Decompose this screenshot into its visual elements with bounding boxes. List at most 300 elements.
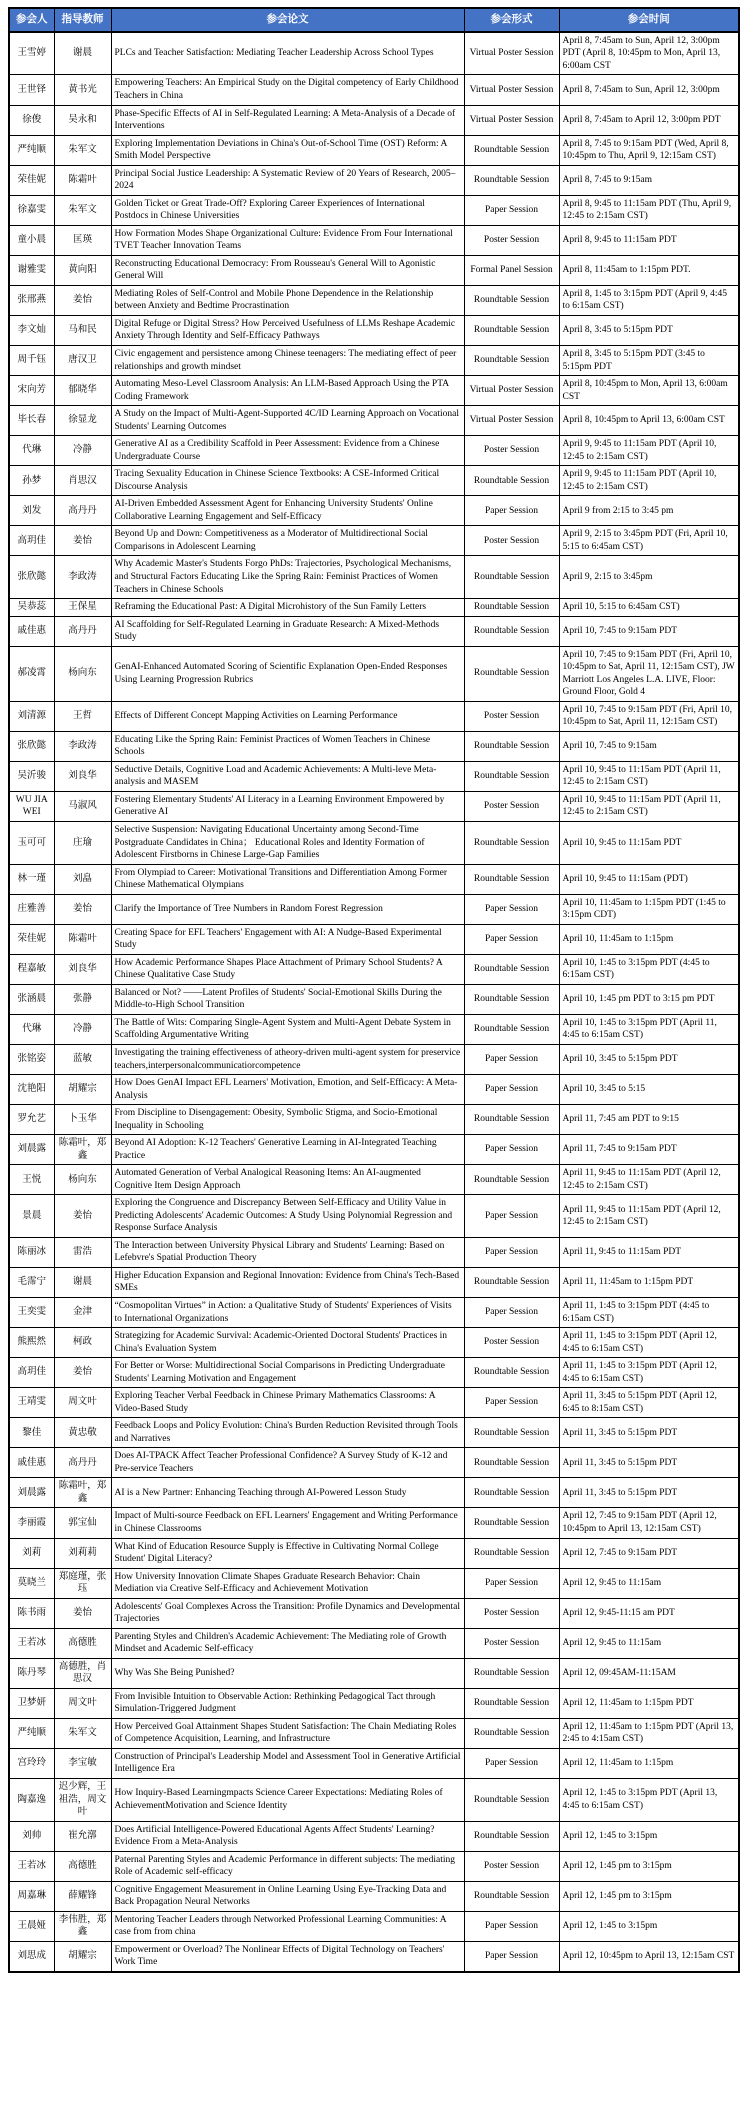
format-cell: Roundtable Session xyxy=(464,822,559,865)
format-cell: Poster Session xyxy=(464,1851,559,1881)
format-cell: Paper Session xyxy=(464,1388,559,1418)
paper-cell: Effects of Different Concept Mapping Activities on Learning Performance xyxy=(111,701,464,731)
time-cell: April 8, 7:45am to Sun, April 12, 3:00pm PDT (April 8, 10:45pm to Mon, April 13, 6:00am CST xyxy=(559,32,739,75)
table-row xyxy=(9,616,739,646)
format-cell: Roundtable Session xyxy=(464,646,559,701)
advisor-cell: 李伟胜，郑鑫 xyxy=(54,1911,111,1941)
time-cell: April 12, 1:45 pm to 3:15pm xyxy=(559,1881,739,1911)
attendee-cell: 王奕雯 xyxy=(9,1298,54,1328)
time-cell: April 12, 09:45AM-11:15AM xyxy=(559,1658,739,1688)
attendee-cell: 童小晨 xyxy=(9,225,54,255)
paper-cell: How Inquiry-Based Learningmpacts Science Career Expectations: Mediating Roles of AchievementMotivation and Science Identity xyxy=(111,1779,464,1822)
format-cell: Roundtable Session xyxy=(464,761,559,791)
attendee-cell: 王雪婷 xyxy=(9,32,54,75)
format-cell: Poster Session xyxy=(464,1628,559,1658)
attendee-cell: 黎佳 xyxy=(9,1418,54,1448)
paper-cell: How Academic Performance Shapes Place Attachment of Primary School Students? A Chinese Qualitative Case Study xyxy=(111,954,464,984)
paper-cell: What Kind of Education Resource Supply is Effective in Cultivating Normal College Student' Digital Literacy? xyxy=(111,1538,464,1568)
paper-cell: AI Scaffolding for Self-Regulated Learning in Graduate Research: A Mixed-Methods Study xyxy=(111,616,464,646)
time-cell: April 9, 2:15 to 3:45pm PDT (Fri, April 10, 5:15 to 6:45am CST) xyxy=(559,526,739,556)
advisor-cell: 谢晨 xyxy=(54,1267,111,1297)
paper-cell: Empowering Teachers: An Empirical Study on the Digital competency of Early Childhood Teachers in China xyxy=(111,75,464,105)
format-cell: Roundtable Session xyxy=(464,731,559,761)
table-row xyxy=(9,255,739,285)
table-row xyxy=(9,1628,739,1658)
attendee-cell: 陈书雨 xyxy=(9,1598,54,1628)
table-row xyxy=(9,406,739,436)
table-row xyxy=(9,1418,739,1448)
time-cell: April 10, 1:45 pm PDT to 3:15 pm PDT xyxy=(559,984,739,1014)
table-row xyxy=(9,599,739,617)
attendee-cell: 谢雅雯 xyxy=(9,255,54,285)
paper-cell: Why Was She Being Punished? xyxy=(111,1658,464,1688)
format-cell: Paper Session xyxy=(464,1075,559,1105)
advisor-cell: 蓝敏 xyxy=(54,1044,111,1074)
time-cell: April 11, 3:45 to 5:15pm PDT xyxy=(559,1418,739,1448)
time-cell: April 11, 7:45 am PDT to 9:15 xyxy=(559,1105,739,1135)
time-cell: April 11, 3:45 to 5:15pm PDT xyxy=(559,1478,739,1508)
table-row xyxy=(9,1328,739,1358)
attendee-cell: 陈丽冰 xyxy=(9,1237,54,1267)
attendee-cell: 熊熙然 xyxy=(9,1328,54,1358)
paper-cell: Automated Generation of Verbal Analogical Reasoning Items: An AI-augmented Cognitive Item Design Approach xyxy=(111,1165,464,1195)
advisor-cell: 高丹丹 xyxy=(54,616,111,646)
time-cell: April 11, 3:45 to 5:15pm PDT (April 12, 6:45 to 8:15am CST) xyxy=(559,1388,739,1418)
paper-cell: How Formation Modes Shape Organizational Culture: Evidence From Four International TVET Teacher Innovation Teams xyxy=(111,225,464,255)
table-row xyxy=(9,1658,739,1688)
paper-cell: Does AI-TPACK Affect Teacher Professional Confidence? A Survey Study of K-12 and Pre-service Teachers xyxy=(111,1448,464,1478)
table-row xyxy=(9,32,739,75)
format-cell: Roundtable Session xyxy=(464,556,559,599)
time-cell: April 8, 11:45am to 1:15pm PDT. xyxy=(559,255,739,285)
time-cell: April 10, 5:15 to 6:45am CST) xyxy=(559,599,739,617)
time-cell: April 11, 9:45 to 11:15am PDT (April 12, 12:45 to 2:15am CST) xyxy=(559,1165,739,1195)
time-cell: April 11, 9:45 to 11:15am PDT (April 12, 12:45 to 2:15am CST) xyxy=(559,1195,739,1238)
attendee-cell: 刘晨露 xyxy=(9,1135,54,1165)
format-cell: Roundtable Session xyxy=(464,1821,559,1851)
time-cell: April 9, 9:45 to 11:15am PDT (April 10, 12:45 to 2:15am CST) xyxy=(559,466,739,496)
column-header-advisor: 指导教师 xyxy=(54,8,111,32)
paper-cell: Does Artificial Intelligence-Powered Educational Agents Affect Students' Learning? Evidence From a Meta-Analysis xyxy=(111,1821,464,1851)
paper-cell: A Study on the Impact of Multi-Agent-Supported 4C/ID Learning Approach on Vocational Students' Learning Outcomes xyxy=(111,406,464,436)
table-row xyxy=(9,1598,739,1628)
paper-cell: GenAI-Enhanced Automated Scoring of Scientific Explanation Open-Ended Responses Using Learning Progression Rubrics xyxy=(111,646,464,701)
attendee-cell: 王晨娅 xyxy=(9,1911,54,1941)
time-cell: April 11, 1:45 to 3:15pm PDT (4:45 to 6:15am CST) xyxy=(559,1298,739,1328)
time-cell: April 11, 1:45 to 3:15pm PDT (April 12, 4:45 to 6:15am CST) xyxy=(559,1328,739,1358)
attendee-cell: 卫梦妍 xyxy=(9,1688,54,1718)
advisor-cell: 姜怡 xyxy=(54,1195,111,1238)
table-row xyxy=(9,954,739,984)
attendee-cell: 荣佳妮 xyxy=(9,924,54,954)
session-table-body xyxy=(9,32,739,1972)
format-cell: Paper Session xyxy=(464,894,559,924)
advisor-cell: 匡瑛 xyxy=(54,225,111,255)
format-cell: Roundtable Session xyxy=(464,1418,559,1448)
advisor-cell: 卜玉华 xyxy=(54,1105,111,1135)
time-cell: April 8, 1:45 to 3:15pm PDT (April 9, 4:45 to 6:15am CST) xyxy=(559,285,739,315)
table-row xyxy=(9,701,739,731)
advisor-cell: 陈霜叶，郑鑫 xyxy=(54,1135,111,1165)
attendee-cell: 王若冰 xyxy=(9,1851,54,1881)
conference-schedule-table xyxy=(8,7,740,1973)
table-row xyxy=(9,1851,739,1881)
table-row xyxy=(9,1881,739,1911)
table-row xyxy=(9,436,739,466)
attendee-cell: 严纯顺 xyxy=(9,135,54,165)
format-cell: Poster Session xyxy=(464,225,559,255)
table-row xyxy=(9,285,739,315)
time-cell: April 11, 1:45 to 3:15pm PDT (April 12, 4:45 to 6:15am CST) xyxy=(559,1358,739,1388)
paper-cell: Paternal Parenting Styles and Academic Performance in different subjects: The mediating Role of Academic self-efficacy xyxy=(111,1851,464,1881)
advisor-cell: 刘皛 xyxy=(54,864,111,894)
advisor-cell: 柯政 xyxy=(54,1328,111,1358)
paper-cell: Educating Like the Spring Rain: Feminist Practices of Women Teachers in Chinese Schools xyxy=(111,731,464,761)
format-cell: Roundtable Session xyxy=(464,954,559,984)
table-row xyxy=(9,1044,739,1074)
format-cell: Paper Session xyxy=(464,1195,559,1238)
attendee-cell: 张铭姿 xyxy=(9,1044,54,1074)
format-cell: Paper Session xyxy=(464,1941,559,1972)
attendee-cell: 张欣懿 xyxy=(9,556,54,599)
advisor-cell: 朱军文 xyxy=(54,195,111,225)
paper-cell: Clarify the Importance of Tree Numbers in Random Forest Regression xyxy=(111,894,464,924)
attendee-cell: 沈艳阳 xyxy=(9,1075,54,1105)
format-cell: Roundtable Session xyxy=(464,1448,559,1478)
advisor-cell: 姜怡 xyxy=(54,894,111,924)
attendee-cell: WU JIA WEI xyxy=(9,791,54,821)
paper-cell: From Olympiad to Career: Motivational Transitions and Differentiation Among Former Chinese Mathematical Olympians xyxy=(111,864,464,894)
time-cell: April 12, 1:45 to 3:15pm PDT (April 13, 4:45 to 6:15am CST) xyxy=(559,1779,739,1822)
time-cell: April 8, 3:45 to 5:15pm PDT xyxy=(559,315,739,345)
advisor-cell: 王哲 xyxy=(54,701,111,731)
paper-cell: Feedback Loops and Policy Evolution: China's Burden Reduction Revisited through Tools and Narratives xyxy=(111,1418,464,1448)
format-cell: Paper Session xyxy=(464,1568,559,1598)
format-cell: Roundtable Session xyxy=(464,1538,559,1568)
time-cell: April 12, 9:45 to 11:15am xyxy=(559,1628,739,1658)
format-cell: Virtual Poster Session xyxy=(464,376,559,406)
format-cell: Roundtable Session xyxy=(464,285,559,315)
attendee-cell: 罗允艺 xyxy=(9,1105,54,1135)
format-cell: Roundtable Session xyxy=(464,165,559,195)
column-header-format: 参会形式 xyxy=(464,8,559,32)
advisor-cell: 高德胜，肖思汉 xyxy=(54,1658,111,1688)
table-row xyxy=(9,1014,739,1044)
attendee-cell: 徐俊 xyxy=(9,105,54,135)
time-cell: April 12, 1:45 to 3:15pm xyxy=(559,1911,739,1941)
format-cell: Paper Session xyxy=(464,924,559,954)
paper-cell: Creating Space for EFL Teachers' Engagement with AI: A Nudge-Based Experimental Study xyxy=(111,924,464,954)
attendee-cell: 高玥佳 xyxy=(9,1358,54,1388)
paper-cell: AI is a New Partner: Enhancing Teaching through AI-Powered Lesson Study xyxy=(111,1478,464,1508)
format-cell: Roundtable Session xyxy=(464,1779,559,1822)
format-cell: Roundtable Session xyxy=(464,315,559,345)
table-row xyxy=(9,376,739,406)
paper-cell: For Better or Worse: Multidirectional Social Comparisons in Predicting Undergraduate Students' Learning Motivation and Engagement xyxy=(111,1358,464,1388)
attendee-cell: 荣佳妮 xyxy=(9,165,54,195)
advisor-cell: 肖思汉 xyxy=(54,466,111,496)
time-cell: April 10, 9:45 to 11:15am PDT (April 11, 12:45 to 2:15am CST) xyxy=(559,761,739,791)
attendee-cell: 毛霈宁 xyxy=(9,1267,54,1297)
format-cell: Roundtable Session xyxy=(464,1358,559,1388)
paper-cell: Beyond Up and Down: Competitiveness as a Moderator of Multidirectional Social Comparisons in Adolescent Learning xyxy=(111,526,464,556)
table-row xyxy=(9,225,739,255)
paper-cell: Why Academic Master's Students Forgo PhDs: Trajectories, Psychological Mechanisms, and Structural Factors Educating Like the Spring Rain: Feminist Practices of Women Teachers in Chinese Schools xyxy=(111,556,464,599)
paper-cell: How University Innovation Climate Shapes Graduate Research Behavior: Chain Mediation via Creative Self-Efficacy and Achievement Motivation xyxy=(111,1568,464,1598)
advisor-cell: 金津 xyxy=(54,1298,111,1328)
advisor-cell: 高丹丹 xyxy=(54,496,111,526)
attendee-cell: 刘清源 xyxy=(9,701,54,731)
paper-cell: Reconstructing Educational Democracy: From Rousseau's General Will to Agonistic General Will xyxy=(111,255,464,285)
paper-cell: Balanced or Not? ——Latent Profiles of Students' Social-Emotional Skills During the Middle-to-High School Transition xyxy=(111,984,464,1014)
advisor-cell: 杨向东 xyxy=(54,1165,111,1195)
paper-cell: The Interaction between University Physical Library and Students' Learning: Based on Lefebvre's Spatial Production Theory xyxy=(111,1237,464,1267)
paper-cell: From Invisible Intuition to Observable Action: Rethinking Pedagogical Tact through Simulation-Triggered Judgment xyxy=(111,1688,464,1718)
table-row xyxy=(9,1105,739,1135)
attendee-cell: 玉可可 xyxy=(9,822,54,865)
advisor-cell: 雷浩 xyxy=(54,1237,111,1267)
paper-cell: Reframing the Educational Past: A Digital Microhistory of the Sun Family Letters xyxy=(111,599,464,617)
table-row xyxy=(9,496,739,526)
format-cell: Poster Session xyxy=(464,526,559,556)
paper-cell: Selective Suspension: Navigating Educational Uncertainty among Second-Time Postgraduate Candidates in China； Educational Roles and Identity Formation of Adolescent Firstborns in Chinese Large-Gap Families xyxy=(111,822,464,865)
paper-cell: Fostering Elementary Students' AI Literacy in a Learning Environment Empowered by Generative AI xyxy=(111,791,464,821)
advisor-cell: 陈霜叶 xyxy=(54,165,111,195)
table-row xyxy=(9,646,739,701)
format-cell: Roundtable Session xyxy=(464,864,559,894)
format-cell: Virtual Poster Session xyxy=(464,32,559,75)
advisor-cell: 胡耀宗 xyxy=(54,1941,111,1972)
paper-cell: How Perceived Goal Attainment Shapes Student Satisfaction: The Chain Mediating Roles of Competence Acquisition, Learning, and Infrastructure xyxy=(111,1718,464,1748)
time-cell: April 12, 11:45am to 1:15pm PDT xyxy=(559,1688,739,1718)
table-row xyxy=(9,1298,739,1328)
table-row xyxy=(9,1568,739,1598)
advisor-cell: 黄向阳 xyxy=(54,255,111,285)
attendee-cell: 刘帅 xyxy=(9,1821,54,1851)
paper-cell: PLCs and Teacher Satisfaction: Mediating Teacher Leadership Across School Types xyxy=(111,32,464,75)
attendee-cell: 刘思成 xyxy=(9,1941,54,1972)
attendee-cell: 周嘉琳 xyxy=(9,1881,54,1911)
advisor-cell: 谢晨 xyxy=(54,32,111,75)
paper-cell: Tracing Sexuality Education in Chinese Science Textbooks: A CSE-Informed Critical Discourse Analysis xyxy=(111,466,464,496)
attendee-cell: 戚佳惠 xyxy=(9,616,54,646)
format-cell: Paper Session xyxy=(464,496,559,526)
attendee-cell: 郝凌霄 xyxy=(9,646,54,701)
attendee-cell: 庄雅善 xyxy=(9,894,54,924)
paper-cell: “Cosmopolitan Virtues” in Action: a Qualitative Study of Students' Experiences of Visits to International Organizations xyxy=(111,1298,464,1328)
paper-cell: Adolescents' Goal Complexes Across the Transition: Profile Dynamics and Developmental Trajectories xyxy=(111,1598,464,1628)
attendee-cell: 王靖雯 xyxy=(9,1388,54,1418)
time-cell: April 11, 7:45 to 9:15am PDT xyxy=(559,1135,739,1165)
table-row xyxy=(9,1237,739,1267)
advisor-cell: 冷静 xyxy=(54,436,111,466)
paper-cell: How Does GenAI Impact EFL Learners' Motivation, Emotion, and Self-Efficacy: A Meta-Analysis xyxy=(111,1075,464,1105)
advisor-cell: 刘莉莉 xyxy=(54,1538,111,1568)
time-cell: April 10, 11:45am to 1:15pm PDT (1:45 to 3:15pm CDT) xyxy=(559,894,739,924)
time-cell: April 8, 9:45 to 11:15am PDT (Thu, April 9, 12:45 to 2:15am CST) xyxy=(559,195,739,225)
format-cell: Paper Session xyxy=(464,1748,559,1778)
attendee-cell: 李文灿 xyxy=(9,315,54,345)
attendee-cell: 王悦 xyxy=(9,1165,54,1195)
format-cell: Roundtable Session xyxy=(464,1688,559,1718)
format-cell: Virtual Poster Session xyxy=(464,75,559,105)
format-cell: Roundtable Session xyxy=(464,599,559,617)
attendee-cell: 程嘉敏 xyxy=(9,954,54,984)
attendee-cell: 周千钰 xyxy=(9,346,54,376)
attendee-cell: 王若冰 xyxy=(9,1628,54,1658)
time-cell: April 10, 9:45 to 11:15am PDT (April 11, 12:45 to 2:15am CST) xyxy=(559,791,739,821)
advisor-cell: 徐显龙 xyxy=(54,406,111,436)
advisor-cell: 马淑风 xyxy=(54,791,111,821)
advisor-cell: 迟少辉，王祖浩，周文叶 xyxy=(54,1779,111,1822)
advisor-cell: 李政涛 xyxy=(54,556,111,599)
time-cell: April 10, 9:45 to 11:15am PDT xyxy=(559,822,739,865)
paper-cell: Empowerment or Overload? The Nonlinear Effects of Digital Technology on Teachers' Work Time xyxy=(111,1941,464,1972)
attendee-cell: 高玥佳 xyxy=(9,526,54,556)
format-cell: Paper Session xyxy=(464,1135,559,1165)
attendee-cell: 代琳 xyxy=(9,436,54,466)
format-cell: Roundtable Session xyxy=(464,1478,559,1508)
format-cell: Poster Session xyxy=(464,1328,559,1358)
paper-cell: Generative AI as a Credibility Scaffold in Peer Assessment: Evidence from a Chinese Undergraduate Course xyxy=(111,436,464,466)
time-cell: April 10, 7:45 to 9:15am PDT xyxy=(559,616,739,646)
table-row xyxy=(9,346,739,376)
attendee-cell: 孙梦 xyxy=(9,466,54,496)
table-row xyxy=(9,315,739,345)
paper-cell: From Discipline to Disengagement: Obesity, Symbolic Stigma, and Socio-Emotional Inequality in Schooling xyxy=(111,1105,464,1135)
paper-cell: Golden Ticket or Great Trade-Off? Exploring Career Experiences of International Postdocs in Chinese Universities xyxy=(111,195,464,225)
paper-cell: Impact of Multi-source Feedback on EFL Learners' Engagement and Writing Performance in Chinese Classrooms xyxy=(111,1508,464,1538)
table-row xyxy=(9,924,739,954)
table-row xyxy=(9,1538,739,1568)
paper-cell: Investigating the training effectiveness of atheory-driven multi-agent system for preservice teachers,interpersonalcommunicatiorcompetence xyxy=(111,1044,464,1074)
attendee-cell: 戚佳惠 xyxy=(9,1448,54,1478)
format-cell: Paper Session xyxy=(464,1044,559,1074)
advisor-cell: 姜怡 xyxy=(54,1358,111,1388)
format-cell: Virtual Poster Session xyxy=(464,406,559,436)
table-row xyxy=(9,1267,739,1297)
table-row xyxy=(9,1135,739,1165)
format-cell: Roundtable Session xyxy=(464,466,559,496)
time-cell: April 8, 9:45 to 11:15am PDT xyxy=(559,225,739,255)
attendee-cell: 张涵晨 xyxy=(9,984,54,1014)
advisor-cell: 郁晓华 xyxy=(54,376,111,406)
table-row xyxy=(9,466,739,496)
format-cell: Roundtable Session xyxy=(464,984,559,1014)
table-row xyxy=(9,1478,739,1508)
advisor-cell: 王保星 xyxy=(54,599,111,617)
format-cell: Roundtable Session xyxy=(464,1658,559,1688)
table-row xyxy=(9,1165,739,1195)
advisor-cell: 唐汉卫 xyxy=(54,346,111,376)
format-cell: Formal Panel Session xyxy=(464,255,559,285)
advisor-cell: 张静 xyxy=(54,984,111,1014)
table-row xyxy=(9,1358,739,1388)
advisor-cell: 冷静 xyxy=(54,1014,111,1044)
format-cell: Roundtable Session xyxy=(464,1718,559,1748)
attendee-cell: 陶嘉逸 xyxy=(9,1779,54,1822)
attendee-cell: 徐嘉雯 xyxy=(9,195,54,225)
time-cell: April 12, 7:45 to 9:15am PDT (April 12, 10:45pm to April 13, 12:15am CST) xyxy=(559,1508,739,1538)
paper-cell: Mediating Roles of Self-Control and Mobile Phone Dependence in the Relationship between Anxiety and Bedtime Procrastination xyxy=(111,285,464,315)
paper-cell: Seductive Details, Cognitive Load and Academic Achievements: A Multi-leve Meta-analysis and MASEM xyxy=(111,761,464,791)
format-cell: Roundtable Session xyxy=(464,346,559,376)
time-cell: April 12, 11:45am to 1:15pm xyxy=(559,1748,739,1778)
paper-cell: Beyond AI Adoption: K-12 Teachers' Generative Learning in AI-Integrated Teaching Practice xyxy=(111,1135,464,1165)
advisor-cell: 刘良华 xyxy=(54,954,111,984)
advisor-cell: 胡耀宗 xyxy=(54,1075,111,1105)
time-cell: April 10, 7:45 to 9:15am PDT (Fri, April 10, 10:45pm to Sat, April 11, 12:15am CST) xyxy=(559,701,739,731)
advisor-cell: 高德胜 xyxy=(54,1628,111,1658)
advisor-cell: 崔允漷 xyxy=(54,1821,111,1851)
time-cell: April 10, 3:45 to 5:15 xyxy=(559,1075,739,1105)
attendee-cell: 吴沂骏 xyxy=(9,761,54,791)
attendee-cell: 张欣懿 xyxy=(9,731,54,761)
table-row xyxy=(9,135,739,165)
paper-cell: Exploring Teacher Verbal Feedback in Chinese Primary Mathematics Classrooms: A Video-Based Study xyxy=(111,1388,464,1418)
time-cell: April 12, 9:45 to 11:15am xyxy=(559,1568,739,1598)
table-row xyxy=(9,731,739,761)
attendee-cell: 张邢燕 xyxy=(9,285,54,315)
time-cell: April 10, 11:45am to 1:15pm xyxy=(559,924,739,954)
advisor-cell: 高德胜 xyxy=(54,1851,111,1881)
table-row xyxy=(9,1779,739,1822)
attendee-cell: 代琳 xyxy=(9,1014,54,1044)
advisor-cell: 朱军文 xyxy=(54,1718,111,1748)
table-row xyxy=(9,1688,739,1718)
table-row xyxy=(9,1388,739,1418)
advisor-cell: 李政涛 xyxy=(54,731,111,761)
advisor-cell: 姜怡 xyxy=(54,1598,111,1628)
column-header-paper: 参会论文 xyxy=(111,8,464,32)
paper-cell: Civic engagement and persistence among Chinese teenagers: The mediating effect of peer relationships and growth mindset xyxy=(111,346,464,376)
table-row xyxy=(9,165,739,195)
advisor-cell: 吴永和 xyxy=(54,105,111,135)
attendee-cell: 刘晨露 xyxy=(9,1478,54,1508)
time-cell: April 12, 11:45am to 1:15pm PDT (April 13, 2:45 to 4:15am CST) xyxy=(559,1718,739,1748)
table-row xyxy=(9,526,739,556)
attendee-cell: 林一瑾 xyxy=(9,864,54,894)
paper-cell: Digital Refuge or Digital Stress? How Perceived Usefulness of LLMs Reshape Academic Anxiety Through Identity and Self-Efficacy Pathways xyxy=(111,315,464,345)
table-row xyxy=(9,1508,739,1538)
time-cell: April 10, 1:45 to 3:15pm PDT (April 11, 4:45 to 6:15am CST) xyxy=(559,1014,739,1044)
time-cell: April 10, 9:45 to 11:15am (PDT) xyxy=(559,864,739,894)
time-cell: April 8, 10:45pm to Mon, April 13, 6:00am CST xyxy=(559,376,739,406)
time-cell: April 11, 9:45 to 11:15am PDT xyxy=(559,1237,739,1267)
paper-cell: Strategizing for Academic Survival: Academic-Oriented Doctoral Students' Practices in China's Evaluation System xyxy=(111,1328,464,1358)
time-cell: April 8, 7:45am to Sun, April 12, 3:00pm xyxy=(559,75,739,105)
advisor-cell: 庄瑜 xyxy=(54,822,111,865)
table-row xyxy=(9,1941,739,1972)
format-cell: Poster Session xyxy=(464,791,559,821)
table-row xyxy=(9,761,739,791)
paper-cell: Mentoring Teacher Leaders through Networked Professional Learning Communities: A case from from china xyxy=(111,1911,464,1941)
attendee-cell: 宫玲玲 xyxy=(9,1748,54,1778)
paper-cell: The Battle of Wits: Comparing Single-Agent System and Multi-Agent Debate System in Scaffolding Argumentative Writing xyxy=(111,1014,464,1044)
format-cell: Virtual Poster Session xyxy=(464,105,559,135)
paper-cell: Higher Education Expansion and Regional Innovation: Evidence from China's Tech-Based SMEs xyxy=(111,1267,464,1297)
attendee-cell: 莫晓兰 xyxy=(9,1568,54,1598)
attendee-cell: 宋向芳 xyxy=(9,376,54,406)
format-cell: Roundtable Session xyxy=(464,1165,559,1195)
table-row xyxy=(9,1911,739,1941)
paper-cell: Cognitive Engagement Measurement in Online Learning Using Eye-Tracking Data and Back Propagation Neural Networks xyxy=(111,1881,464,1911)
format-cell: Roundtable Session xyxy=(464,616,559,646)
format-cell: Roundtable Session xyxy=(464,1881,559,1911)
advisor-cell: 黄书光 xyxy=(54,75,111,105)
table-row xyxy=(9,984,739,1014)
time-cell: April 9, 9:45 to 11:15am PDT (April 10, 12:45 to 2:15am CST) xyxy=(559,436,739,466)
